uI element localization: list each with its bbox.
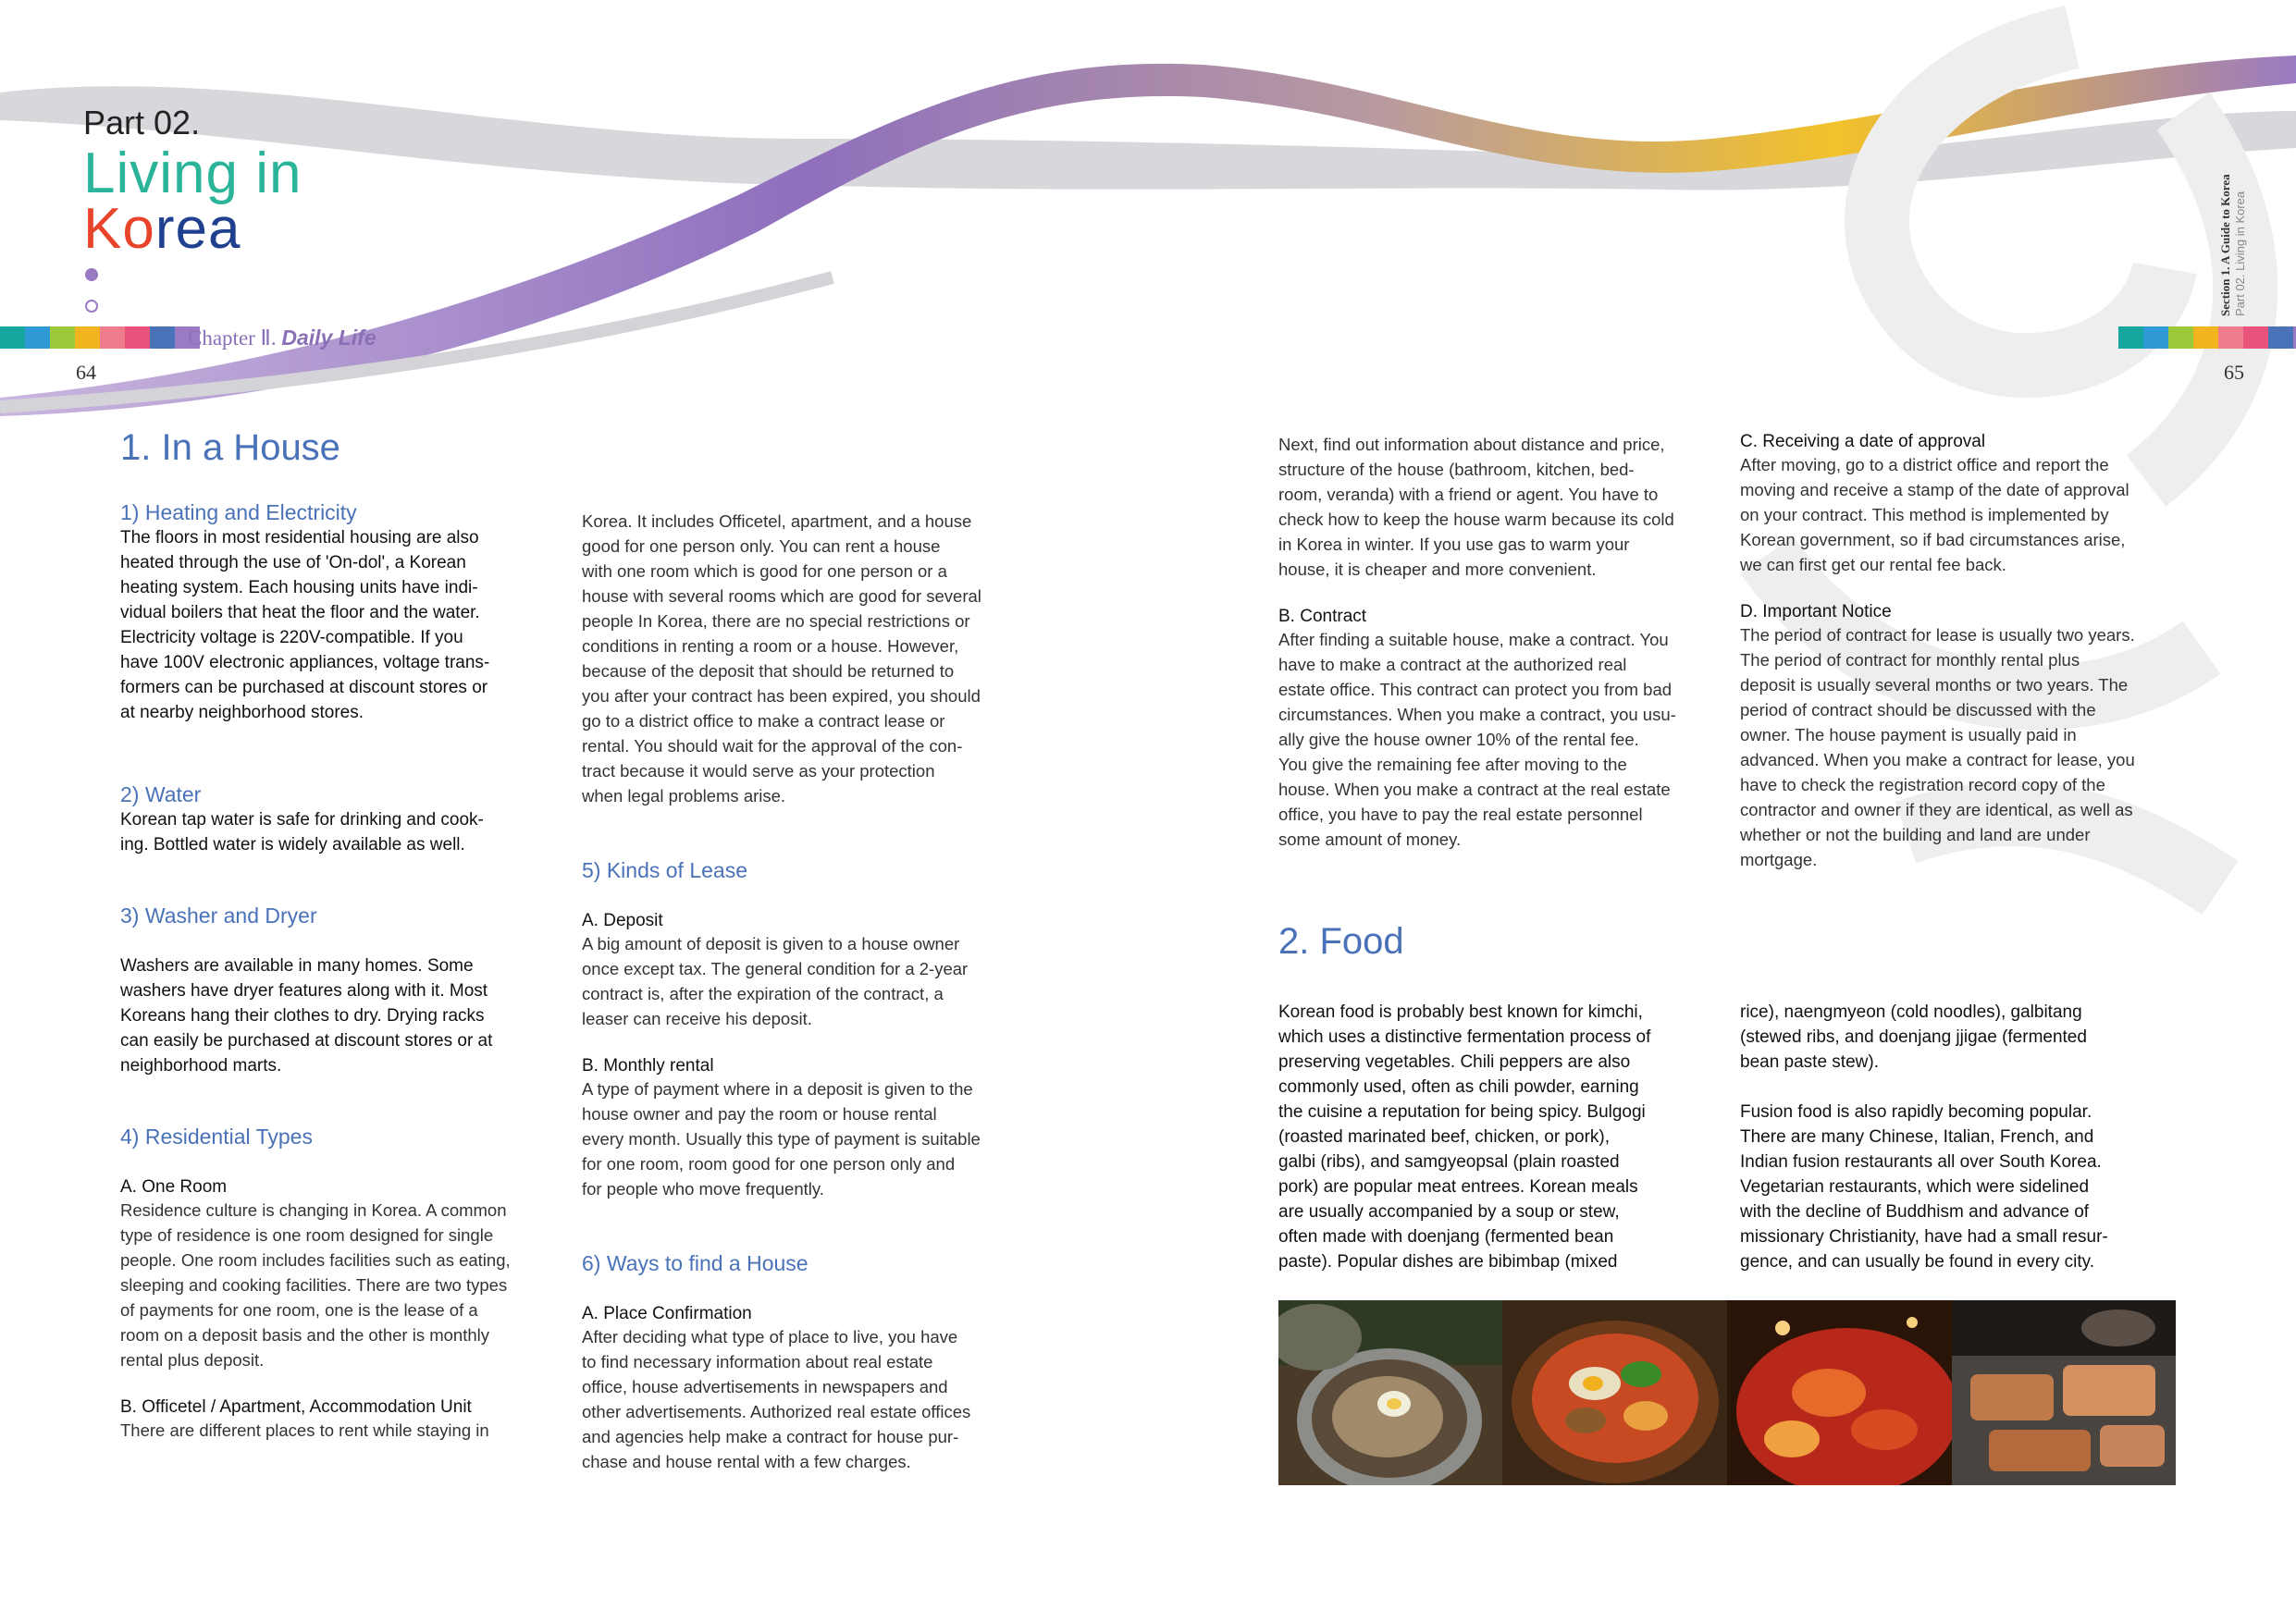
text-line: Korea. It includes Officetel, apartment, and a house <box>582 511 972 531</box>
text-line: office, house advertisements in newspapers and <box>582 1377 948 1396</box>
text-line: have to check the registration record copy of the <box>1740 775 2105 794</box>
text-line: rental. You should wait for the approval of the con- <box>582 736 963 756</box>
heading-deposit: A. Deposit <box>582 911 663 930</box>
column-left <box>120 427 564 1443</box>
filled-dot-icon <box>85 268 98 281</box>
chapter-label <box>188 326 376 350</box>
text-line: You give the remaining fee after moving to the <box>1278 755 1627 774</box>
text-line: contractor and owner if they are identical, as well as <box>1740 800 2133 819</box>
text-line: A type of payment where in a deposit is given to the <box>582 1079 973 1099</box>
text-line: for one room, room good for one person only and <box>582 1154 956 1174</box>
text-line: Vegetarian restaurants, which were sidelined <box>1740 1177 2090 1197</box>
color-strip-left <box>0 326 200 349</box>
heading-residential: 4) Residential Types <box>120 1125 313 1149</box>
text-line: often made with doenjang (fermented bean <box>1278 1227 1614 1247</box>
color-strip-right <box>2118 326 2296 349</box>
text-line: to find necessary information about real estate <box>582 1352 933 1371</box>
strip-swatch <box>150 326 175 349</box>
section-title-house: 1. In a House <box>120 427 340 468</box>
text-line: because of the deposit that should be returned to <box>582 661 955 681</box>
text-line: neighborhood marts. <box>120 1056 282 1076</box>
strip-swatch <box>2143 326 2168 349</box>
text-line: at nearby neighborhood stores. <box>120 703 364 722</box>
heading-washer: 3) Washer and Dryer <box>120 904 317 928</box>
text-line: have to make a contract at the authorized real <box>1278 655 1627 674</box>
text-line: house, it is cheaper and more convenient. <box>1278 559 1597 579</box>
part-title-line2 <box>83 196 241 262</box>
text-line: whether or not the building and land are under <box>1740 825 2091 844</box>
text-line: vidual boilers that heat the floor and the water. <box>120 603 480 622</box>
heading-monthly-rental: B. Monthly rental <box>582 1056 714 1076</box>
text-line: rental plus deposit. <box>120 1350 265 1370</box>
text-line: chase and house rental with a few charges. <box>582 1452 911 1471</box>
title-rea: rea <box>154 197 241 261</box>
text-line: of payments for one room, one is the lease of a <box>120 1300 478 1320</box>
strip-swatch <box>2268 326 2293 349</box>
text-line: Korean government, so if bad circumstances arise, <box>1740 530 2126 549</box>
text-line: people In Korea, there are no special restrictions or <box>582 611 970 631</box>
page-number-right: 65 <box>2224 361 2244 384</box>
part-title-line1: Living in <box>83 141 302 205</box>
text-line: moving and receive a stamp of the date of approval <box>1740 480 2129 499</box>
text-line: After moving, go to a district office and report the <box>1740 455 2109 474</box>
text-line: galbi (ribs), and samgyeopsal (plain roasted <box>1278 1152 1620 1172</box>
text-line: formers can be purchased at discount stores or <box>120 678 488 697</box>
heading-lease: 5) Kinds of Lease <box>582 858 748 882</box>
text-line: owner. The house payment is usually paid in <box>1740 725 2077 744</box>
chapter-name: Daily Life <box>281 326 376 350</box>
text-line: house with several rooms which are good for several <box>582 586 981 606</box>
chapter-prefix: Chapter Ⅱ. <box>188 326 277 350</box>
heading-one-room: A. One Room <box>120 1177 228 1197</box>
text-line: go to a district office to make a contract lease or <box>582 711 945 731</box>
text-line: room on a deposit basis and the other is monthly <box>120 1325 490 1345</box>
important-notice-text <box>1740 622 2184 872</box>
water-text <box>120 807 564 857</box>
column-right-1 <box>1278 432 1722 852</box>
text-line: The period of contract for lease is usually two years. <box>1740 625 2135 645</box>
food-text-col2b <box>1740 1100 2184 1274</box>
text-line: Washers are available in many homes. Some <box>120 956 474 976</box>
approval-text <box>1740 452 2184 577</box>
food-text-col2a <box>1740 1000 2184 1075</box>
text-line: when legal problems arise. <box>582 786 786 805</box>
strip-swatch <box>2168 326 2193 349</box>
text-line: circumstances. When you make a contract, you usu- <box>1278 705 1676 724</box>
text-line: rice), naengmyeon (cold noodles), galbitang <box>1740 1002 2082 1022</box>
food-text-col1 <box>1278 1000 1722 1274</box>
text-line: house. When you make a contract at the real estate <box>1278 780 1671 799</box>
text-line: other advertisements. Authorized real estate offices <box>582 1402 971 1421</box>
text-line: paste). Popular dishes are bibimbap (mixed <box>1278 1252 1618 1272</box>
text-line: every month. Usually this type of payment is suitable <box>582 1129 981 1149</box>
column-middle <box>582 509 1026 1474</box>
text-line: There are many Chinese, Italian, French, and <box>1740 1127 2094 1147</box>
officetel-continued-text <box>582 509 1026 808</box>
text-line: period of contract should be discussed with the <box>1740 700 2096 719</box>
text-line: estate office. This contract can protect you from bad <box>1278 680 1673 699</box>
text-line: commonly used, often as chili powder, earning <box>1278 1077 1639 1097</box>
page-number-left: 64 <box>76 361 96 384</box>
text-line: (roasted marinated beef, chicken, or pork), <box>1278 1127 1611 1147</box>
hollow-dot-icon <box>85 300 98 313</box>
heading-find-house: 6) Ways to find a House <box>582 1251 809 1275</box>
strip-swatch <box>2218 326 2243 349</box>
column-right-2 <box>1740 432 2184 872</box>
text-line: preserving vegetables. Chili peppers are also <box>1278 1052 1631 1072</box>
strip-swatch <box>125 326 150 349</box>
strip-swatch <box>2243 326 2268 349</box>
strip-swatch <box>25 326 50 349</box>
text-line: office, you have to pay the real estate personnel <box>1278 805 1643 824</box>
text-line: for people who move frequently. <box>582 1179 824 1199</box>
text-line: we can first get our rental fee back. <box>1740 555 2006 574</box>
text-line: washers have dryer features along with it. Most <box>120 981 488 1001</box>
grilled-pork-photo-icon <box>1952 1300 2176 1485</box>
text-line: some amount of money. <box>1278 830 1462 849</box>
heading-contract: B. Contract <box>1278 607 1367 626</box>
vertical-part: Part 02. Living in Korea <box>2233 191 2247 316</box>
vertical-running-head <box>2218 139 2246 324</box>
text-line: contract is, after the expiration of the contract, a <box>582 984 944 1003</box>
text-line: check how to keep the house warm because its cold <box>1278 510 1674 529</box>
strip-swatch <box>50 326 75 349</box>
text-line: Korean tap water is safe for drinking and cook- <box>120 810 484 830</box>
monthly-rental-text <box>582 1076 1026 1201</box>
text-line: room, veranda) with a friend or agent. You have to <box>1278 485 1659 504</box>
part-label: Part 02. <box>83 104 201 141</box>
text-line: heating system. Each housing units have indi- <box>120 578 478 597</box>
text-line: After deciding what type of place to live, you have <box>582 1327 958 1346</box>
heading-place-confirmation: A. Place Confirmation <box>582 1304 752 1323</box>
heading-water: 2) Water <box>120 782 202 806</box>
text-line: in Korea in winter. If you use gas to warm your <box>1278 535 1630 554</box>
text-line: missionary Christianity, have had a small resur- <box>1740 1227 2108 1247</box>
text-line: Indian fusion restaurants all over South Korea. <box>1740 1152 2102 1172</box>
text-line: sleeping and cooking facilities. There are two types <box>120 1275 508 1295</box>
text-line: The period of contract for monthly rental plus <box>1740 650 2080 670</box>
text-line: Koreans hang their clothes to dry. Drying racks <box>120 1006 485 1026</box>
text-line: ing. Bottled water is widely available as well. <box>120 835 465 855</box>
text-line: Korean food is probably best known for kimchi, <box>1278 1002 1643 1022</box>
text-line: type of residence is one room designed for single <box>120 1225 494 1245</box>
text-line: you after your contract has been expired, you should <box>582 686 981 706</box>
text-line: people. One room includes facilities such as eating, <box>120 1250 511 1270</box>
text-line: once except tax. The general condition for a 2-year <box>582 959 969 978</box>
text-line: mortgage. <box>1740 850 1818 869</box>
strip-swatch <box>0 326 25 349</box>
heading-officetel: B. Officetel / Apartment, Accommodation Unit <box>120 1397 472 1417</box>
officetel-text <box>120 1418 564 1443</box>
cold-noodles-photo-icon <box>1278 1300 1502 1485</box>
heading-heating: 1) Heating and Electricity <box>120 500 357 524</box>
strip-swatch <box>2118 326 2143 349</box>
text-line: gence, and can usually be found in every city. <box>1740 1252 2095 1272</box>
text-line: and agencies help make a contract for house pur- <box>582 1427 959 1446</box>
text-line: (stewed ribs, and doenjang jjigae (fermented <box>1740 1027 2087 1047</box>
title-ko: Ko <box>83 197 155 261</box>
text-line: with one room which is good for one person or a <box>582 561 947 581</box>
vertical-section: Section 1. A Guide to Korea <box>2218 174 2232 316</box>
text-line: pork) are popular meat entrees. Korean meals <box>1278 1177 1638 1197</box>
text-line: have 100V electronic appliances, voltage trans- <box>120 653 490 672</box>
text-line: Residence culture is changing in Korea. A common <box>120 1200 507 1220</box>
strip-swatch <box>75 326 100 349</box>
next-info-text <box>1278 432 1722 582</box>
text-line: which uses a distinctive fermentation process of <box>1278 1027 1651 1047</box>
text-line: can easily be purchased at discount stores or at <box>120 1031 493 1051</box>
spicy-stir-fry-photo-icon <box>1727 1300 1952 1485</box>
text-line: on your contract. This method is implemented by <box>1740 505 2109 524</box>
contract-text <box>1278 627 1722 852</box>
text-line: leaser can receive his deposit. <box>582 1009 812 1028</box>
strip-swatch <box>100 326 125 349</box>
text-line: house owner and pay the room or house rental <box>582 1104 937 1124</box>
text-line: good for one person only. You can rent a house <box>582 536 941 556</box>
food-column-2 <box>1740 1000 2184 1274</box>
text-line: advanced. When you make a contract for lease, you <box>1740 750 2135 769</box>
text-line: ally give the house owner 10% of the rental fee. <box>1278 730 1639 749</box>
text-line: After finding a suitable house, make a contract. You <box>1278 630 1669 649</box>
text-line: conditions in renting a room or a house. However, <box>582 636 959 656</box>
text-line: structure of the house (bathroom, kitchen, bed- <box>1278 460 1635 479</box>
text-line: heated through the use of 'On-dol', a Korean <box>120 553 466 572</box>
heading-approval: C. Receiving a date of approval <box>1740 432 1986 451</box>
one-room-text <box>120 1198 564 1372</box>
text-line: are usually accompanied by a soup or stew, <box>1278 1202 1620 1222</box>
bibimbap-photo-icon <box>1502 1300 1727 1485</box>
heading-important-notice: D. Important Notice <box>1740 602 1892 621</box>
text-line: tract because it would serve as your protection <box>582 761 935 781</box>
text-line: Fusion food is also rapidly becoming popular. <box>1740 1102 2092 1122</box>
text-line: deposit is usually several months or two years. The <box>1740 675 2129 695</box>
place-confirmation-text <box>582 1324 1026 1474</box>
text-line: A big amount of deposit is given to a house owner <box>582 934 960 953</box>
deposit-text <box>582 931 1026 1031</box>
text-line: bean paste stew). <box>1740 1052 1879 1072</box>
text-line: There are different places to rent while staying in <box>120 1420 489 1440</box>
text-line: Next, find out information about distance and price, <box>1278 435 1665 454</box>
heating-text <box>120 525 564 725</box>
section-title-food: 2. Food <box>1278 921 1404 962</box>
text-line: The floors in most residential housing are also <box>120 528 479 547</box>
text-line: with the decline of Buddhism and advance of <box>1740 1202 2090 1222</box>
text-line: the cuisine a reputation for being spicy. Bulgogi <box>1278 1102 1646 1122</box>
text-line: Electricity voltage is 220V-compatible. If you <box>120 628 463 647</box>
washer-text <box>120 953 564 1078</box>
strip-swatch <box>2193 326 2218 349</box>
